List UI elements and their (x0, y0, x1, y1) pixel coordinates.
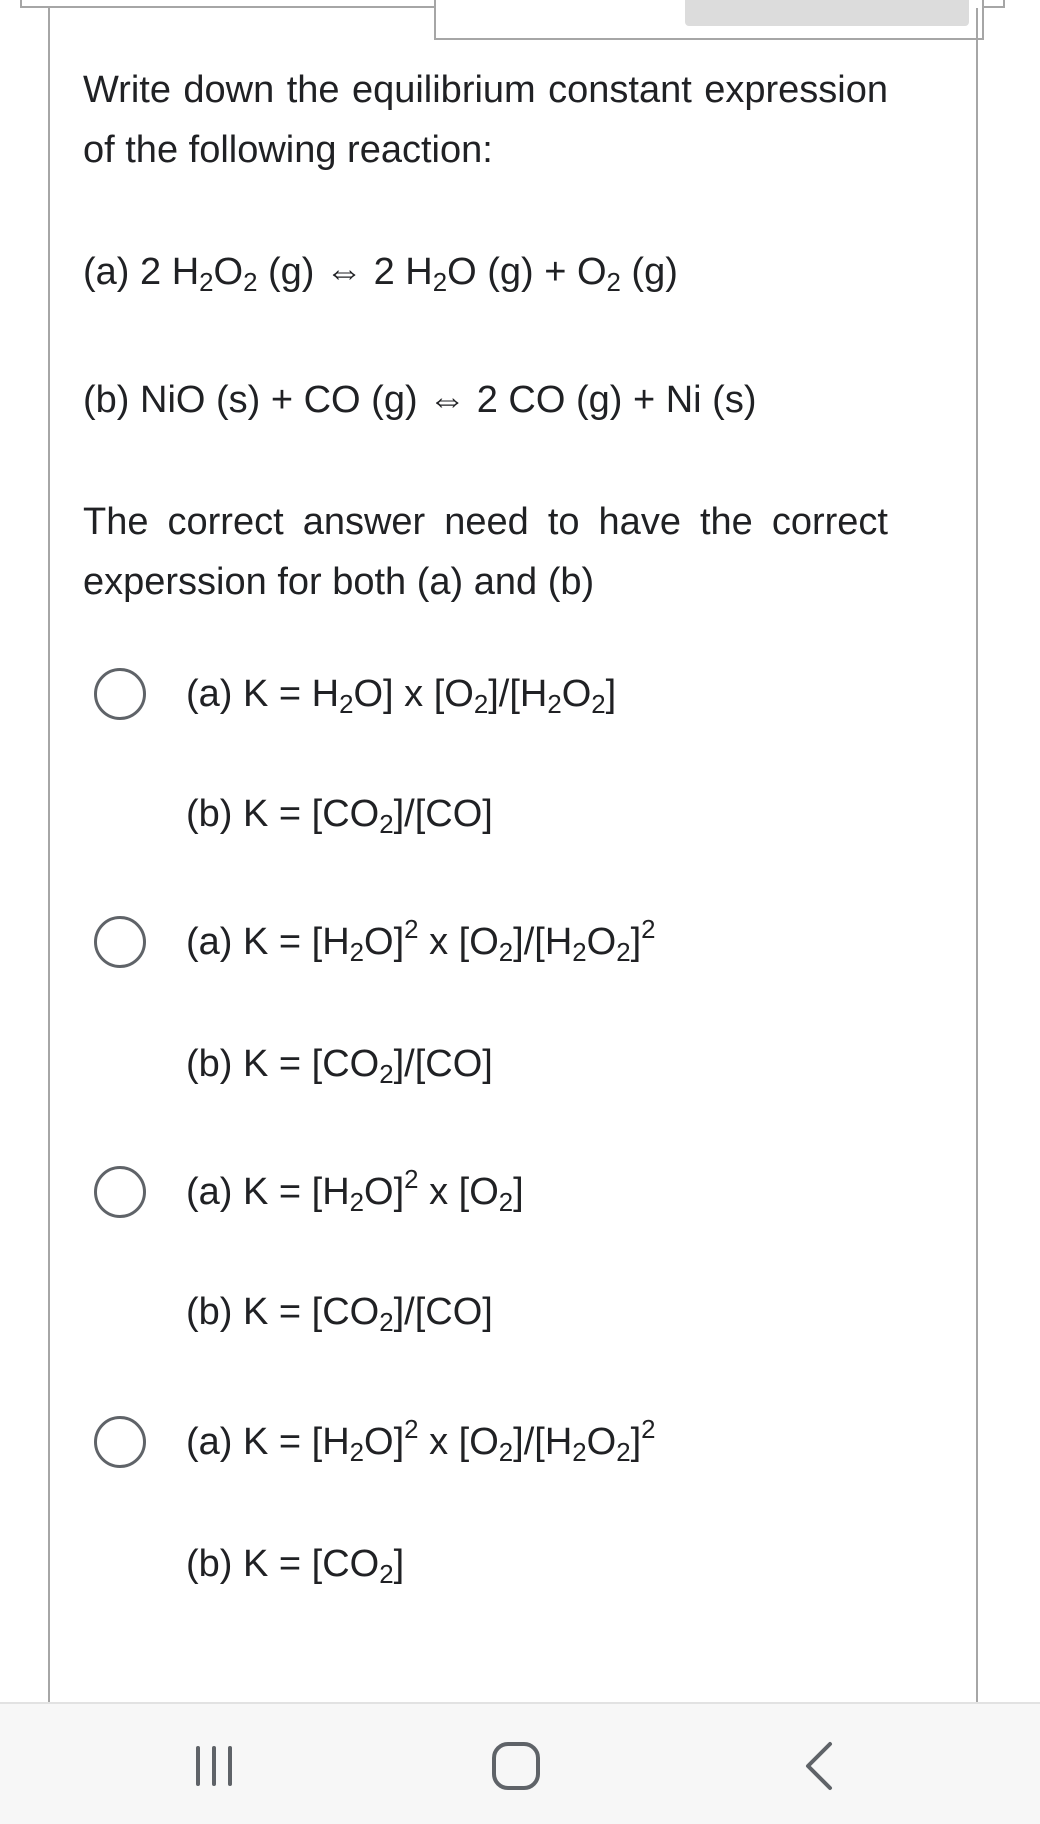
option-1-line-b: (b) $K = [CO_2]/[CO]$ (186, 793, 493, 840)
recent-apps-icon (174, 1734, 254, 1798)
option-1-line-a: (a) $K = H_2O$] x $[O_2]/[H_2O_2]$ (186, 673, 617, 720)
reaction-b: (b) NiO (s) + CO (g) ⇔ 2 CO (g) + Ni (s) (83, 379, 757, 421)
question-note: The correct answer need to have the correct experssion for both (a) and (b) (83, 501, 888, 603)
option-3-line-a: (a) $K = [H_2O]^2$ x $[O_2]$ (186, 1165, 524, 1218)
back-button[interactable] (780, 1734, 860, 1798)
option-3-line-b: (b) $K = [CO_2]/[CO]$ (186, 1291, 493, 1338)
question-content (83, 60, 888, 603)
android-nav-bar (0, 1702, 1040, 1824)
radio-button-2[interactable] (94, 916, 146, 968)
back-icon (780, 1734, 860, 1798)
option-2-line-b: (b) $K = [CO_2]/[CO]$ (186, 1043, 493, 1090)
recent-apps-button[interactable] (174, 1734, 254, 1798)
option-2-line-a: (a) $K = [H_2O]^2$ x $[O_2]/[H_2O_2]^2$ (186, 915, 656, 968)
radio-button-1[interactable] (94, 668, 146, 720)
option-4-line-a: (a) $K = [H_2O]^2$ x $[O_2]/[H_2O_2]^2$ (186, 1415, 656, 1468)
option-4-line-b: (b) $K = [CO_2]$ (186, 1543, 405, 1590)
radio-button-4[interactable] (94, 1416, 146, 1468)
radio-button-3[interactable] (94, 1166, 146, 1218)
home-icon (476, 1734, 556, 1798)
question-card (48, 8, 978, 1712)
reaction-a: (a) 2 $H_2O_2$ (g) ⇔ 2 $H_2O$ $(g) + O_2$ (g) (83, 251, 678, 298)
home-button[interactable] (476, 1734, 556, 1798)
question-intro: Write down the equilibrium constant expression of the following reaction: (83, 69, 888, 171)
